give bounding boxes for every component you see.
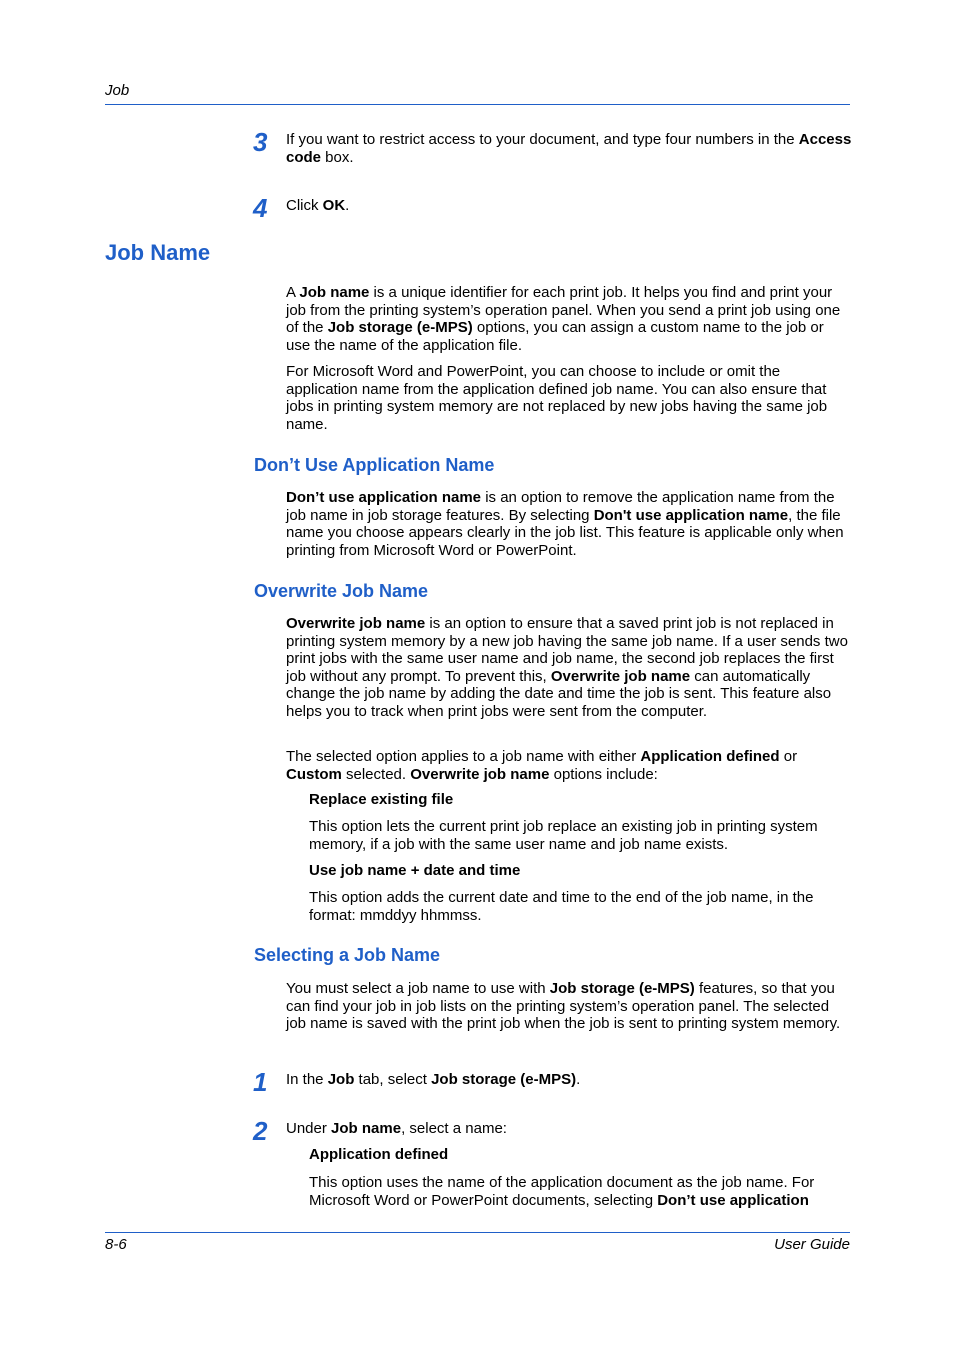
document-title: User Guide [774, 1236, 850, 1253]
paragraph: Overwrite job name is an option to ensure that a saved print job is not replaced in printing system memory by a new job having the same job name. If a user sends two print jobs with the same user name and job name, the second job replaces the first job without any prompt. To prevent this, Overwrite job name can automatically change the job name by adding the date and time the job is sent. This feature also helps you to track when print jobs were sent from the computer. [286, 615, 848, 720]
paragraph: The selected option applies to a job name with either Application defined or Custom selected. Overwrite job name options include: [286, 748, 798, 783]
subsection-heading: Overwrite Job Name [254, 581, 429, 601]
paragraph: For Microsoft Word and PowerPoint, you can choose to include or omit the application name from the application defined job name. You can also ensure that jobs in printing system memory are not replaced by new jobs having the same job name. [286, 363, 828, 433]
paragraph: Don’t use application name is an option to remove the application name from the job name in job storage features. By selecting Don't use application name, the file name you choose appears clearly in the job list. This feature is applicable only when printing from Microsoft Word or PowerPoint. [286, 489, 844, 559]
step-text: In the Job tab, select Job storage (e-MPS). [286, 1071, 581, 1088]
step-text: Under Job name, select a name: [286, 1120, 507, 1137]
step-text: Click OK. [286, 197, 350, 214]
section-heading: Job Name [105, 240, 211, 265]
step-number: 4 [253, 193, 268, 223]
page-number: 8-6 [105, 1236, 127, 1253]
footer-rule [105, 1232, 850, 1233]
step-text: If you want to restrict access to your document, and type four numbers in the Access code box. [286, 131, 852, 166]
running-header: Job [105, 82, 130, 99]
subsection-heading: Selecting a Job Name [254, 945, 441, 965]
option-description: This option uses the name of the application document as the job name. For Microsoft Word or PowerPoint documents, selecting Don’t use application [309, 1174, 815, 1209]
step-number: 1 [253, 1067, 268, 1097]
option-title: Replace existing file [309, 791, 454, 808]
paragraph: A Job name is a unique identifier for each print job. It helps you find and print your job from the printing system’s operation panel. When you send a print job using one of the Job storage (e-MPS) options, you can assign a custom name to the job or use the name of the application file. [286, 284, 841, 354]
option-description: This option adds the current date and time to the end of the job name, in the format: mmddyy hhmmss. [309, 889, 814, 924]
option-description: This option lets the current print job replace an existing job in printing system memory, if a job with the same user name and job name exists. [309, 818, 818, 853]
step-number: 2 [253, 1116, 268, 1146]
option-title: Application defined [309, 1146, 449, 1163]
paragraph: You must select a job name to use with Job storage (e-MPS) features, so that you can find your job in job lists on the printing system’s operation panel. The selected job name is saved with the print job when the job is sent to printing system memory. [286, 980, 841, 1033]
step-number: 3 [253, 127, 268, 157]
option-title: Use job name + date and time [309, 862, 521, 879]
header-rule [105, 104, 850, 105]
subsection-heading: Don’t Use Application Name [254, 455, 495, 475]
